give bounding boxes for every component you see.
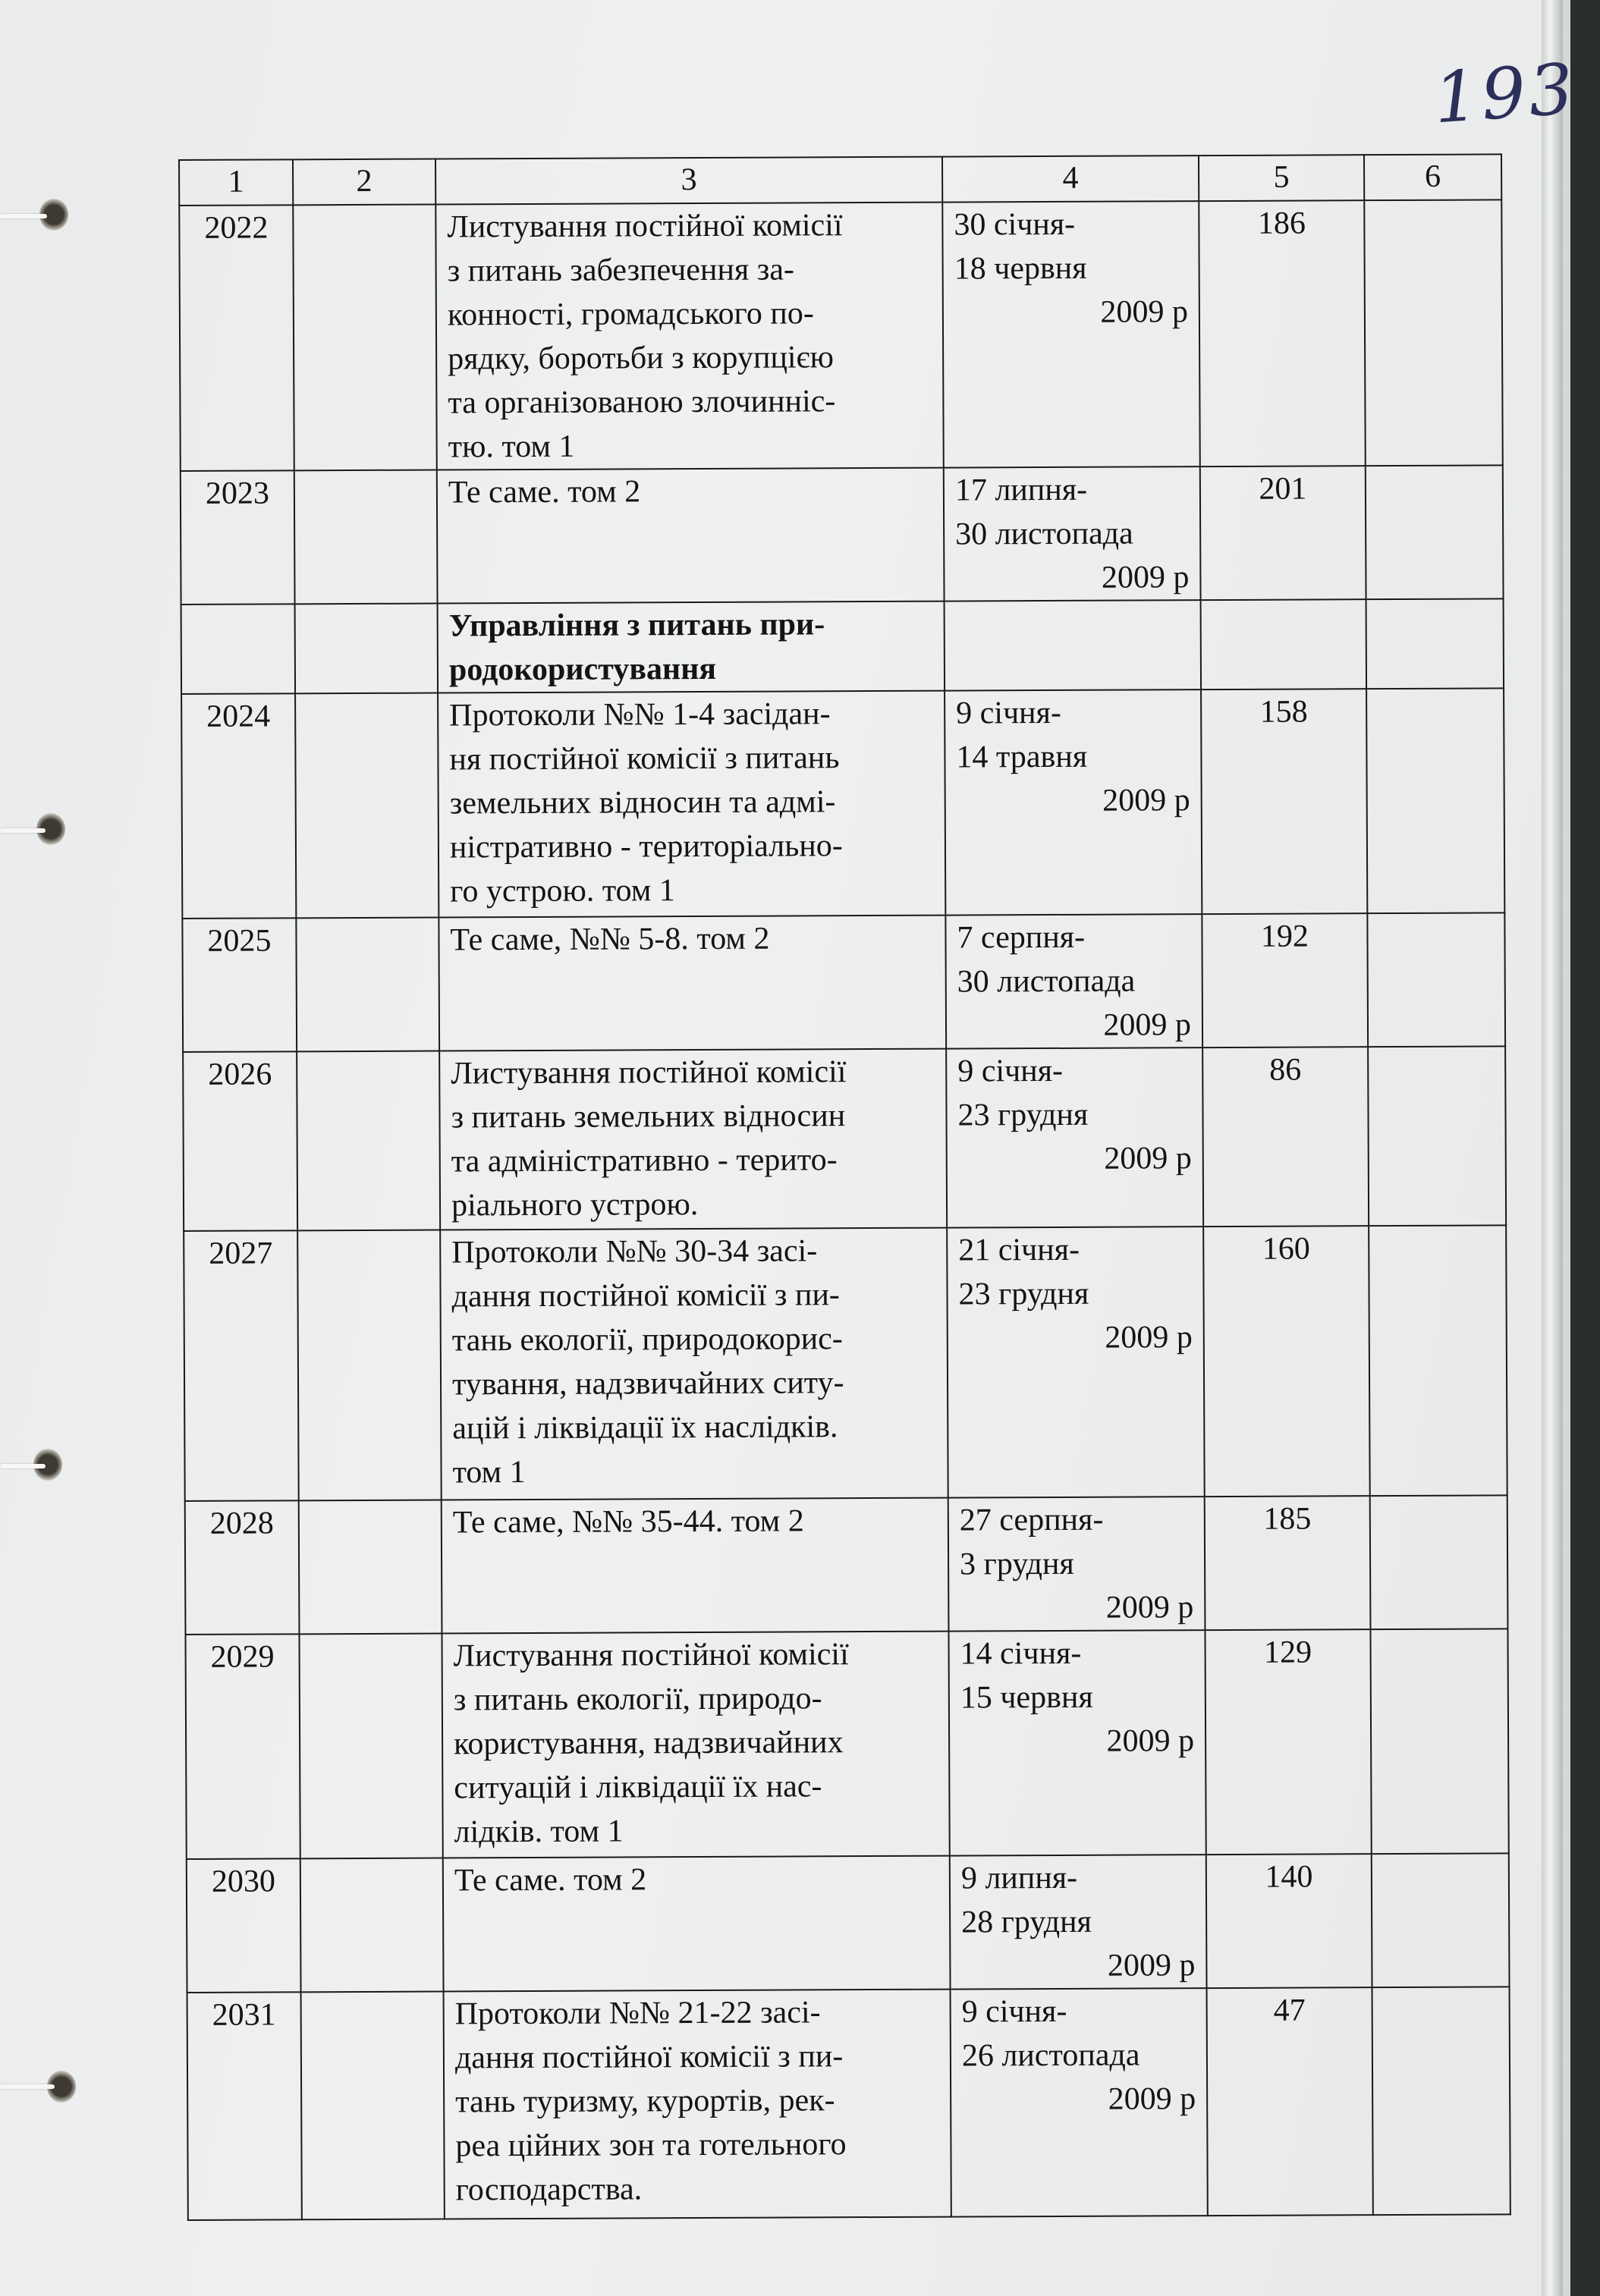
case-title: [437, 468, 945, 604]
date-line: 17 липня-: [954, 472, 1088, 508]
date-line: 23 грудня: [958, 1276, 1089, 1312]
date-year: 2009 р: [1105, 1590, 1194, 1625]
column-header: 2: [293, 159, 435, 206]
case-number: 2023: [181, 470, 295, 605]
date-line: 3 грудня: [959, 1546, 1074, 1582]
sheet-count: 185: [1205, 1496, 1371, 1630]
case-title-line: тань екології, природокорис-: [451, 1321, 843, 1358]
date-line: 14 травня: [956, 739, 1088, 775]
table-row: [179, 199, 1503, 471]
date-line: 9 січня-: [957, 1053, 1064, 1089]
date-year: 2009 р: [1101, 560, 1190, 595]
column-6-cell: [1366, 688, 1504, 913]
column-2-cell: [295, 693, 439, 919]
case-title-line: рядку, боротьби з корупцією: [448, 340, 835, 377]
case-title: [435, 203, 944, 470]
case-title-line: дання постійної комісії з пи-: [454, 2039, 844, 2076]
case-title-line: та організованою злочинніс-: [448, 384, 836, 421]
case-title: [442, 1498, 949, 1634]
column-header: 4: [942, 155, 1199, 202]
date-line: 18 червня: [954, 250, 1087, 287]
case-title-line: з питань забезпечення за-: [447, 252, 795, 289]
case-title-line: тування, надзвичайних ситу-: [451, 1365, 844, 1402]
date-year: 2009 р: [1102, 783, 1190, 818]
date-line: 30 листопада: [957, 963, 1136, 1000]
page-stack-edge: [1542, 0, 1563, 2296]
column-2-cell: [294, 470, 438, 605]
empty-cell: [295, 604, 439, 694]
case-number: 2031: [187, 1992, 302, 2220]
case-title: [439, 1049, 947, 1230]
case-title-line: ністративно - територіально-: [449, 828, 843, 865]
case-title: [443, 1856, 951, 1992]
case-dates: [944, 466, 1201, 601]
table-row: [183, 1046, 1506, 1231]
case-title-line: Те саме. том 2: [448, 474, 641, 510]
case-title: [442, 1632, 949, 1858]
sheet-count: 86: [1202, 1047, 1369, 1227]
case-title-line: реа ційних зон та готельного: [455, 2127, 847, 2164]
date-line: 27 серпня-: [959, 1502, 1104, 1538]
case-dates: [948, 1630, 1206, 1855]
column-6-cell: [1370, 1495, 1508, 1629]
archive-inventory-table: [178, 153, 1511, 2221]
case-dates: [946, 1047, 1203, 1227]
case-title-line: конності, громадського по-: [447, 296, 814, 333]
column-6-cell: [1367, 912, 1505, 1047]
column-2-cell: [300, 1858, 444, 1992]
case-number: 2027: [184, 1230, 299, 1501]
case-title-line: Те саме, №№ 35-44. том 2: [452, 1503, 804, 1541]
sheet-count: 47: [1207, 1987, 1373, 2216]
case-dates: [950, 1855, 1207, 1989]
binding-string: [0, 828, 46, 833]
date-line: 28 грудня: [961, 1904, 1092, 1940]
date-line: 15 червня: [960, 1679, 1093, 1716]
case-title-line: користування, надзвичайних: [454, 1725, 844, 1762]
binding-string: [0, 1464, 46, 1468]
date-line: 21 січня-: [958, 1232, 1080, 1268]
table-row: [181, 688, 1504, 919]
sheet-count: 186: [1199, 200, 1366, 466]
case-title-line: Те саме, №№ 5-8. том 2: [450, 921, 770, 958]
case-number: 2022: [179, 205, 294, 471]
column-6-cell: [1370, 1629, 1508, 1854]
case-title-line: господарства.: [455, 2172, 643, 2208]
date-line: 30 листопада: [955, 516, 1133, 552]
table-row: [184, 1225, 1507, 1501]
case-title-line: Протоколи №№ 1-4 засідан-: [449, 696, 831, 733]
table-row: [185, 1629, 1508, 1859]
case-dates: [945, 914, 1202, 1048]
table-header-row: [179, 154, 1501, 206]
table-row: [187, 1987, 1510, 2220]
sheet-count: 201: [1200, 466, 1366, 600]
handwritten-page-number: 193: [1431, 48, 1580, 140]
sheet-count: 140: [1206, 1854, 1372, 1988]
date-year: 2009 р: [1107, 1948, 1196, 1983]
date-line: 14 січня-: [960, 1635, 1082, 1672]
case-title-line: тань туризму, курортів, рек-: [455, 2083, 835, 2120]
case-title-line: го устрою. том 1: [450, 873, 675, 909]
column-header: 1: [179, 159, 293, 206]
case-title-line: Листування постійної комісії: [453, 1637, 849, 1674]
case-title: [438, 691, 945, 918]
case-title-line: Листування постійної комісії: [451, 1054, 847, 1091]
case-title-line: та адміністративно - терито-: [451, 1142, 838, 1179]
case-title-line: ріального устрою.: [451, 1187, 699, 1223]
case-dates: [947, 1227, 1205, 1497]
column-2-cell: [299, 1500, 442, 1635]
case-title-line: Протоколи №№ 30-34 засі-: [451, 1233, 818, 1270]
case-number: 2030: [187, 1858, 301, 1993]
column-2-cell: [297, 1051, 440, 1231]
table-row: [185, 1495, 1508, 1635]
date-line: 30 січня-: [954, 206, 1076, 243]
case-title-line: дання постійної комісії з пи-: [451, 1277, 840, 1314]
empty-cell: [1201, 599, 1367, 689]
column-6-cell: [1366, 465, 1504, 599]
section-heading-row: [181, 598, 1504, 694]
case-title-line: ситуацій і ліквідації їх нас-: [454, 1769, 822, 1806]
sheet-count: 158: [1201, 689, 1367, 914]
case-title-line: ацій і ліквідації їх наслідків.: [452, 1409, 838, 1446]
date-year: 2009 р: [1100, 294, 1188, 330]
section-title: [438, 601, 945, 693]
column-6-cell: [1368, 1046, 1506, 1226]
column-header: 3: [435, 157, 942, 205]
column-2-cell: [301, 1991, 445, 2219]
sheet-count: 192: [1202, 913, 1368, 1047]
date-line: 9 липня-: [960, 1860, 1078, 1896]
binding-string: [0, 214, 47, 218]
section-title-line: родокористування: [448, 651, 717, 688]
case-title: [439, 916, 946, 1051]
column-6-cell: [1372, 1853, 1510, 1987]
case-title-line: том 1: [452, 1455, 526, 1490]
case-title-line: Протоколи №№ 21-22 засі-: [454, 1995, 821, 2032]
case-title: [444, 1990, 951, 2219]
case-title-line: з питань екології, природо-: [453, 1681, 822, 1718]
column-2-cell: [297, 1230, 442, 1501]
date-line: 9 січня-: [961, 1993, 1067, 2030]
empty-cell: [1366, 598, 1504, 689]
empty-cell: [181, 604, 296, 694]
column-header: 5: [1199, 155, 1364, 201]
case-title-line: тю. том 1: [448, 429, 575, 465]
table-row: [187, 1853, 1510, 1993]
case-number: 2026: [183, 1051, 297, 1231]
column-6-cell: [1372, 1987, 1510, 2215]
case-title-line: лідків. том 1: [454, 1814, 624, 1850]
date-line: 7 серпня-: [957, 919, 1086, 956]
case-dates: [945, 689, 1202, 915]
case-title-line: Листування постійної комісії: [447, 208, 843, 245]
date-year: 2009 р: [1104, 1141, 1192, 1176]
sheet-count: 129: [1205, 1629, 1371, 1855]
date-line: 23 грудня: [957, 1097, 1089, 1133]
case-dates: [948, 1497, 1206, 1631]
sheet-count: 160: [1203, 1226, 1370, 1497]
case-title-line: земельних відносин та адмі-: [449, 784, 836, 821]
column-6-cell: [1364, 199, 1503, 466]
case-number: 2024: [181, 693, 296, 919]
table-row: [182, 912, 1505, 1052]
empty-cell: [945, 600, 1202, 690]
column-6-cell: [1369, 1225, 1507, 1496]
case-number: 2025: [182, 918, 297, 1052]
case-title-line: ня постійної комісії з питань: [449, 740, 840, 777]
date-year: 2009 р: [1108, 2081, 1196, 2117]
case-dates: [951, 1988, 1208, 2216]
column-2-cell: [299, 1634, 442, 1859]
section-title-line: Управління з питань при-: [448, 607, 825, 644]
column-2-cell: [296, 918, 439, 1052]
date-year: 2009 р: [1103, 1007, 1192, 1043]
case-title-line: Те саме. том 2: [454, 1862, 647, 1899]
table-body: [179, 199, 1510, 2220]
date-year: 2009 р: [1106, 1723, 1195, 1759]
case-title-line: з питань земельних відносин: [451, 1098, 846, 1135]
date-line: 26 листопада: [961, 2037, 1140, 2074]
case-title: [440, 1228, 948, 1500]
date-year: 2009 р: [1105, 1320, 1193, 1355]
case-number: 2029: [185, 1634, 300, 1859]
date-line: 9 січня-: [956, 695, 1062, 731]
column-2-cell: [293, 205, 437, 471]
table-row: [181, 465, 1504, 605]
column-header: 6: [1364, 154, 1501, 200]
case-dates: [942, 201, 1200, 467]
binding-string: [0, 2084, 55, 2089]
case-number: 2028: [185, 1500, 300, 1635]
